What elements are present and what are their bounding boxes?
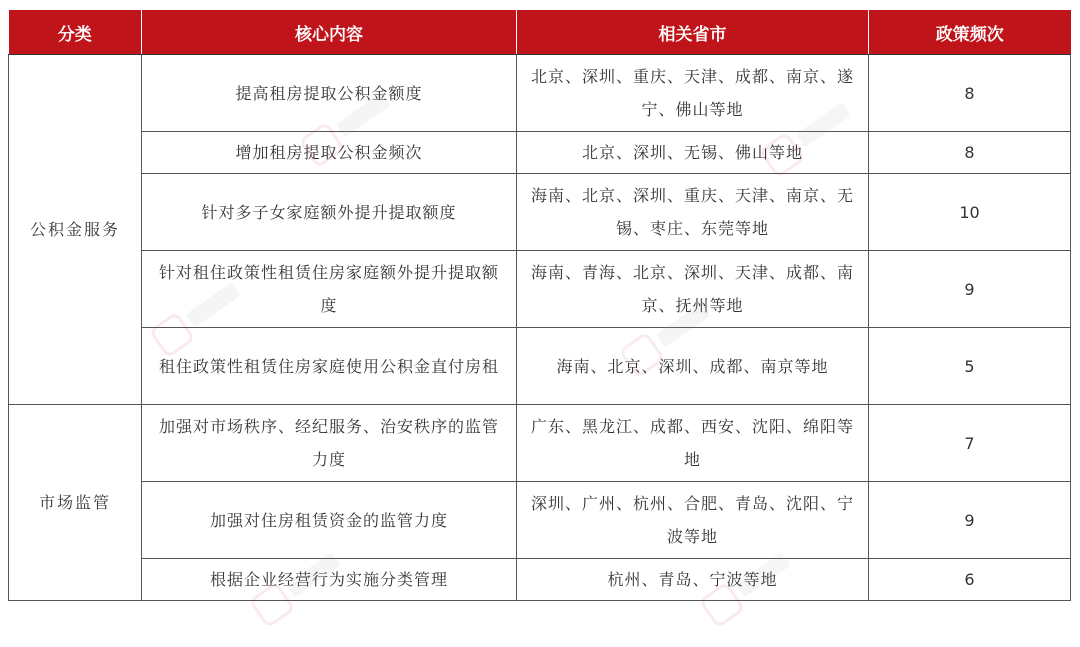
cities-cell: 海南、北京、深圳、重庆、天津、南京、无锡、枣庄、东莞等地: [517, 174, 869, 251]
table-header-row: [9, 10, 1071, 55]
content-cell: 租住政策性租赁住房家庭使用公积金直付房租: [142, 328, 517, 405]
table-row: [9, 328, 1071, 405]
table-row: [9, 559, 1071, 601]
count-cell: 8: [869, 55, 1071, 132]
table-row: [9, 132, 1071, 174]
table-row: [9, 405, 1071, 482]
table-row: [9, 55, 1071, 132]
cities-cell: 北京、深圳、无锡、佛山等地: [517, 132, 869, 174]
content-cell: 加强对市场秩序、经纪服务、治安秩序的监管力度: [142, 405, 517, 482]
count-cell: 5: [869, 328, 1071, 405]
category-cell-housing-fund: 公积金服务: [9, 55, 142, 405]
count-cell: 9: [869, 251, 1071, 328]
table-row: [9, 251, 1071, 328]
policy-table-container: [8, 10, 1070, 601]
cities-cell: 杭州、青岛、宁波等地: [517, 559, 869, 601]
cities-cell: 海南、青海、北京、深圳、天津、成都、南京、抚州等地: [517, 251, 869, 328]
content-cell: 加强对住房租赁资金的监管力度: [142, 482, 517, 559]
table-row: [9, 482, 1071, 559]
count-cell: 8: [869, 132, 1071, 174]
cities-cell: 北京、深圳、重庆、天津、成都、南京、遂宁、佛山等地: [517, 55, 869, 132]
count-cell: 10: [869, 174, 1071, 251]
header-content: 核心内容: [142, 10, 517, 55]
header-cities: 相关省市: [517, 10, 869, 55]
cities-cell: 海南、北京、深圳、成都、南京等地: [517, 328, 869, 405]
content-cell: 针对租住政策性租赁住房家庭额外提升提取额度: [142, 251, 517, 328]
count-cell: 9: [869, 482, 1071, 559]
content-cell: 增加租房提取公积金频次: [142, 132, 517, 174]
policy-table: [8, 10, 1071, 601]
category-cell-market-regulation: 市场监管: [9, 405, 142, 601]
content-cell: 针对多子女家庭额外提升提取额度: [142, 174, 517, 251]
count-cell: 6: [869, 559, 1071, 601]
count-cell: 7: [869, 405, 1071, 482]
cities-cell: 广东、黑龙江、成都、西安、沈阳、绵阳等地: [517, 405, 869, 482]
table-row: [9, 174, 1071, 251]
header-count: 政策频次: [869, 10, 1071, 55]
header-category: 分类: [9, 10, 142, 55]
cities-cell: 深圳、广州、杭州、合肥、青岛、沈阳、宁波等地: [517, 482, 869, 559]
content-cell: 提高租房提取公积金额度: [142, 55, 517, 132]
content-cell: 根据企业经营行为实施分类管理: [142, 559, 517, 601]
